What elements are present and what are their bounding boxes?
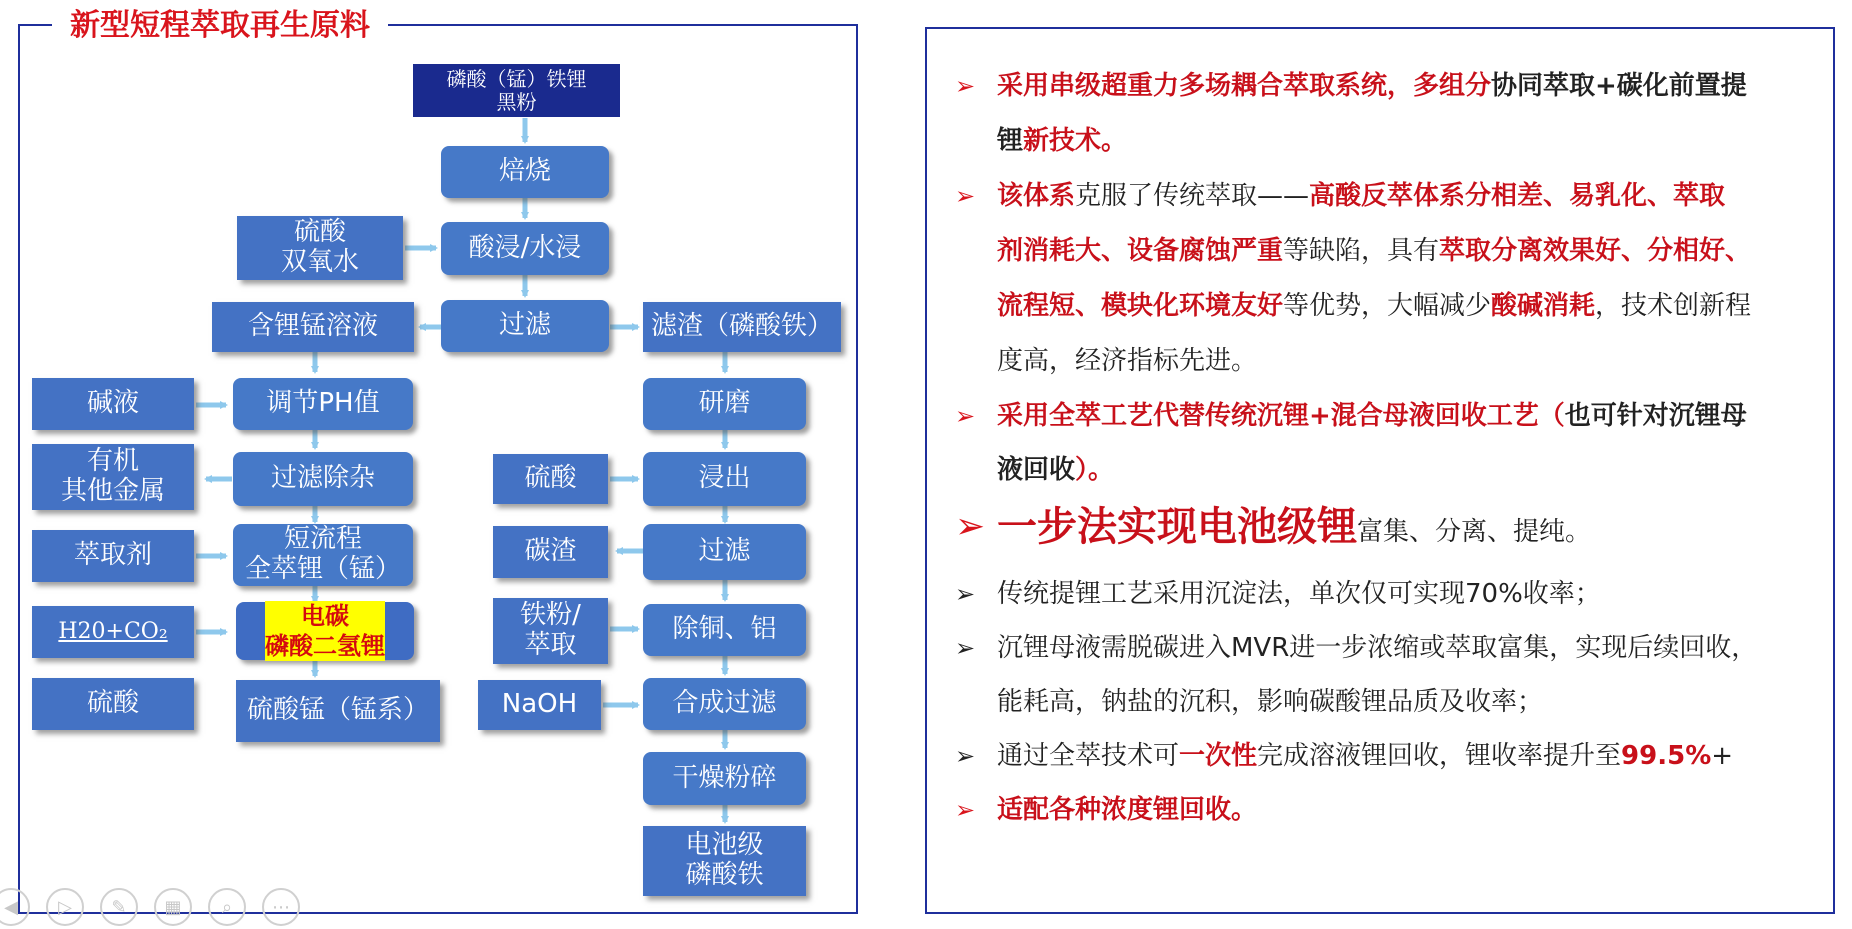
bullet-arrow-icon: ➢: [955, 72, 976, 100]
text-segment: 传统提锂工艺采用沉淀法，单次仅可实现70%收率；: [997, 579, 1601, 609]
adjust-ph-step: 调节PH值: [233, 378, 413, 430]
text-segment: 也可针对沉锂母: [1564, 401, 1747, 431]
description-text: [925, 60, 1830, 860]
filter-impurity-removal-step: 过滤除杂: [233, 452, 413, 506]
lithium-product-label: 电碳 磷酸二氢锂: [265, 602, 385, 660]
text-segment: 剂消耗大、设备腐蚀严重: [997, 236, 1284, 266]
text-segment: 沉锂母液需脱碳进入MVR进一步浓缩或萃取富集，实现后续回收，: [997, 633, 1758, 663]
bullet-text: [997, 280, 1751, 333]
h2o-co2-input: [32, 606, 194, 658]
bullet-text: [997, 784, 1257, 837]
naoh-input: NaOH: [478, 680, 601, 730]
organic-other-metals-output: 有机 其他金属: [32, 444, 194, 510]
battery-grade-iron-phosphate-output: 电池级 磷酸铁: [643, 826, 806, 896]
bullet-text: [997, 497, 1591, 562]
synthesis-filter-step: 合成过滤: [643, 678, 806, 730]
bullet-text: [997, 335, 1257, 388]
iron-phosphate-residue-box: 滤渣（磷酸铁）: [643, 302, 841, 352]
zoom-icon[interactable]: ⌕: [208, 888, 246, 926]
text-segment: 等缺陷，具有: [1283, 236, 1440, 266]
text-segment: 等优势，大幅减少: [1283, 291, 1492, 321]
bullet-arrow-icon: ➢: [955, 634, 976, 662]
text-segment: 协同萃取+碳化前置提: [1491, 71, 1747, 101]
text-segment: 99.5%: [1621, 741, 1712, 771]
bullet-text: [997, 115, 1127, 168]
bullet-text: [997, 622, 1757, 675]
text-segment: +: [1711, 741, 1734, 771]
text-segment: 度高，经济指标先进。: [997, 346, 1258, 376]
bullet-arrow-icon: ➢: [955, 580, 976, 608]
h2o-co2-label: H20+CO₂: [58, 619, 168, 645]
sulfuric-acid-input-left: 硫酸: [32, 678, 194, 730]
text-segment: 克服了传统萃取——: [1075, 181, 1310, 211]
bullet-arrow-icon: ➢: [955, 506, 986, 547]
bullet-text: [997, 444, 1114, 497]
text-segment: ）。: [1075, 455, 1115, 485]
sulfuric-peroxide-input: 硫酸 双氧水: [237, 216, 403, 280]
bullet-text: [997, 225, 1751, 278]
acid-water-leach-step: 酸浸/水浸: [441, 222, 609, 275]
text-segment: 锂: [997, 126, 1024, 156]
leach-out-step: 浸出: [643, 452, 806, 506]
pen-icon[interactable]: ✎: [100, 888, 138, 926]
more-icon[interactable]: ⋯: [262, 888, 300, 926]
sulfuric-acid-input-right: 硫酸: [493, 454, 608, 504]
text-segment: 一步法实现电池级锂: [997, 504, 1357, 550]
bullet-text: [997, 390, 1747, 443]
text-segment: ，技术创新程: [1595, 291, 1752, 321]
text-segment: 采用串级超重力多场耦合萃取系统，多组分: [997, 71, 1492, 101]
bullet-text: [997, 676, 1543, 729]
bullet-arrow-icon: ➢: [955, 796, 976, 824]
filter-step-2: 过滤: [643, 524, 806, 580]
bullet-text: [997, 170, 1725, 223]
text-segment: 新技术。: [1023, 126, 1128, 156]
text-segment: 能耗高，钠盐的沉积，影响碳酸锂品质及收率；: [997, 687, 1544, 717]
li-mn-solution-box: 含锂锰溶液: [212, 302, 414, 352]
text-segment: 萃取分离效果好、分相好、: [1439, 236, 1752, 266]
short-flow-extraction-step: 短流程 全萃锂（锰）: [233, 524, 413, 586]
text-segment: 富集、分离、提纯。: [1357, 517, 1592, 547]
text-segment: 通过全萃技术可: [997, 741, 1180, 771]
alkali-input: 碱液: [32, 378, 194, 430]
bullet-text: [997, 60, 1747, 113]
text-segment: 流程短、模块化环境友好: [997, 291, 1284, 321]
prev-icon[interactable]: ◀: [0, 888, 30, 926]
panel-title: 新型短程萃取再生原料: [52, 6, 388, 46]
text-segment: 适配各种浓度锂回收。: [997, 795, 1258, 825]
manganese-sulfate-output: 硫酸锰（锰系）: [236, 680, 440, 742]
text-segment: 高酸反萃体系分相差、易乳化、萃取: [1309, 181, 1726, 211]
carbon-residue-output: 碳渣: [493, 526, 608, 578]
bullet-text: [997, 730, 1733, 783]
grind-step: 研磨: [643, 378, 806, 430]
iron-powder-extraction-input: 铁粉/ 萃取: [493, 598, 608, 664]
remove-cu-al-step: 除铜、铝: [643, 604, 806, 656]
dry-crush-step: 干燥粉碎: [643, 752, 806, 805]
bullet-arrow-icon: ➢: [955, 402, 976, 430]
roast-step: 焙烧: [441, 146, 609, 198]
text-segment: 液回收: [997, 455, 1076, 485]
text-segment: 酸碱消耗: [1491, 291, 1596, 321]
play-icon[interactable]: ▷: [46, 888, 84, 926]
text-segment: 完成溶液锂回收，锂收率提升至: [1257, 741, 1622, 771]
filter-step-1: 过滤: [441, 300, 609, 352]
text-segment: 采用全萃工艺代替传统沉锂+混合母液回收工艺（: [997, 401, 1565, 431]
text-segment: 该体系: [997, 181, 1076, 211]
lithium-product-box: [236, 602, 414, 660]
text-segment: 一次性: [1179, 741, 1258, 771]
bullet-arrow-icon: ➢: [955, 742, 976, 770]
bullet-text: [997, 568, 1601, 621]
feed-material-box: 磷酸（锰）铁锂 黑粉: [413, 64, 620, 117]
extractant-input: 萃取剂: [32, 530, 194, 582]
bullet-arrow-icon: ➢: [955, 182, 976, 210]
grid-icon[interactable]: ▦: [154, 888, 192, 926]
